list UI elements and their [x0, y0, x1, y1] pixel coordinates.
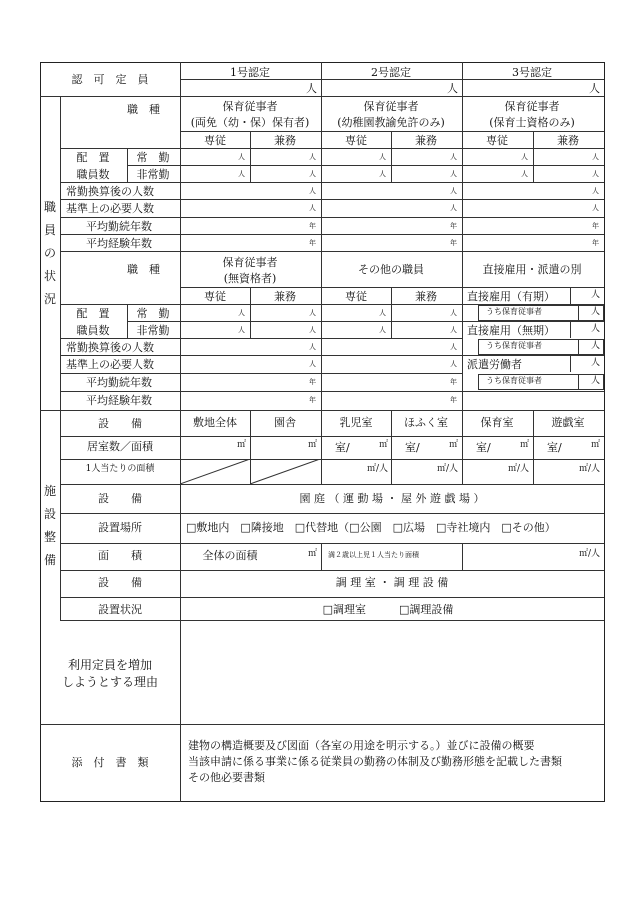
senju-header: 専従	[204, 290, 226, 303]
converted-count-label: 常勤換算後の人数	[66, 185, 154, 198]
unit-person: 人	[592, 153, 599, 161]
grid-line	[391, 410, 392, 484]
unit-person: 人	[592, 170, 599, 178]
reason-label: 利用定員を増加 しようとする理由	[61, 658, 159, 689]
required-count-label: 基準上の必要人数	[66, 358, 154, 371]
avg-experience-label: 平均経験年数	[86, 394, 152, 407]
unit-person: 人	[592, 187, 599, 195]
unit-m2: ㎡	[519, 440, 529, 450]
employment-sub-label: うち保育従事者	[486, 341, 542, 350]
capacity-col-3: 3号認定	[512, 66, 552, 79]
unit-person: 人	[309, 187, 316, 195]
grid-line	[250, 131, 251, 182]
grid-line	[60, 484, 604, 485]
unit-person: 人	[450, 309, 457, 317]
senju-header: 専従	[204, 134, 226, 147]
grid-line	[60, 436, 604, 437]
grid-line	[180, 620, 181, 802]
role-header-2: 保育従事者 (幼稚園教諭免許のみ)	[337, 100, 445, 129]
attachment-line-3: その他必要書類	[188, 771, 265, 784]
unit-person: 人	[450, 360, 457, 368]
grid-line	[60, 620, 604, 621]
capacity-col-1: 1号認定	[230, 66, 270, 79]
grid-line	[462, 251, 463, 410]
attachment-line-2: 当該申請に係る事業に係る従業員の勤務の体制及び勤務形態を記載した書類	[188, 755, 562, 768]
grid-line	[462, 321, 604, 322]
unit-person: 人	[450, 204, 457, 212]
garden-header: 園 庭 （ 運 動 場 ・ 屋 外 遊 戯 場 ）	[299, 492, 485, 505]
unit-m2-per: ㎡/人	[578, 549, 600, 559]
grid-line	[60, 96, 61, 410]
grid-line	[127, 148, 128, 182]
placement-label: 配 置	[76, 151, 110, 164]
capacity-unit-1: 人	[306, 82, 317, 95]
grid-line	[570, 321, 571, 338]
diagonal-slash	[250, 459, 321, 484]
unit-m2-per: ㎡/人	[436, 464, 458, 474]
unit-person: 人	[309, 326, 316, 334]
unit-year: 年	[450, 378, 457, 386]
grid-line	[180, 96, 181, 251]
grid-line	[60, 513, 604, 514]
grid-line	[180, 484, 181, 620]
grid-line	[578, 305, 579, 321]
total-area-label: 全体の面積	[202, 549, 258, 562]
attachments-label: 添 付 書 類	[71, 756, 149, 769]
grid-line	[321, 410, 322, 484]
grid-line	[180, 79, 604, 80]
room-prefix: 室/	[547, 441, 562, 454]
kenmu-header: 兼務	[415, 290, 437, 303]
grid-line	[60, 148, 604, 149]
grid-line	[127, 165, 604, 166]
grid-line	[533, 131, 534, 182]
unit-person: 人	[309, 204, 316, 212]
avg-tenure-label: 平均勤続年数	[86, 220, 152, 233]
unit-person: 人	[379, 153, 386, 161]
room-prefix: 室/	[405, 441, 420, 454]
unit-person: 人	[309, 170, 316, 178]
senju-header: 専従	[345, 134, 367, 147]
unit-person: 人	[379, 170, 386, 178]
room-count-area-label: 居室数／面積	[87, 440, 153, 453]
grid-line	[60, 199, 604, 200]
area-label: 面 積	[98, 549, 142, 562]
equipment-label: 設 備	[98, 417, 142, 430]
grid-line	[127, 321, 462, 322]
unit-year: 年	[450, 222, 457, 230]
fulltime-label: 常 勤	[136, 307, 170, 320]
grid-line	[180, 287, 604, 288]
kitchen-equipment-label: 設 備	[98, 576, 142, 589]
grid-line	[570, 287, 571, 304]
grid-line	[180, 131, 604, 132]
capacity-unit-2: 人	[447, 82, 458, 95]
unit-person: 人	[238, 326, 245, 334]
employment-label: 直接雇用（無期）	[467, 324, 555, 337]
unit-person: 人	[379, 309, 386, 317]
grid-line	[60, 373, 462, 374]
employment-sub-label: うち保育従事者	[486, 307, 542, 316]
grid-line	[533, 410, 534, 484]
reason-input-area[interactable]	[182, 622, 602, 722]
unit-year: 年	[309, 378, 316, 386]
unit-person: 人	[590, 290, 600, 300]
grid-line	[391, 131, 392, 182]
role-header-3: 保育従事者 (保育士資格のみ)	[489, 100, 575, 129]
unit-person: 人	[238, 153, 245, 161]
room-header-4: ほふく室	[404, 416, 448, 429]
grid-line	[60, 234, 604, 235]
garden-equipment-label: 設 備	[98, 492, 142, 505]
grid-line	[180, 62, 181, 96]
unit-m2: ㎡	[307, 440, 317, 450]
unit-year: 年	[309, 239, 316, 247]
unit-year: 年	[309, 396, 316, 404]
grid-line	[462, 355, 604, 356]
avg-tenure-label: 平均勤続年数	[86, 376, 152, 389]
role-label-top: 職 種	[127, 103, 160, 116]
kitchen-status-label: 設置状況	[98, 603, 142, 616]
unit-year: 年	[450, 396, 457, 404]
grid-line	[250, 287, 251, 338]
staff-count-label: 職員数	[76, 324, 110, 337]
role-label-bottom: 職 種	[127, 263, 160, 276]
per-person-area-label: 1人当たりの面積	[85, 464, 155, 474]
grid-line	[60, 355, 462, 356]
grid-line	[60, 251, 604, 252]
parttime-label: 非常勤	[136, 168, 170, 181]
unit-year: 年	[309, 222, 316, 230]
unit-person: 人	[450, 326, 457, 334]
unit-year: 年	[592, 222, 599, 230]
unit-m2: ㎡	[590, 440, 600, 450]
unit-person: 人	[238, 309, 245, 317]
unit-person: 人	[450, 153, 457, 161]
unit-person: 人	[309, 153, 316, 161]
unit-person: 人	[521, 170, 528, 178]
unit-person: 人	[238, 170, 245, 178]
kenmu-header: 兼務	[274, 134, 296, 147]
unit-person: 人	[450, 187, 457, 195]
unit-person: 人	[521, 153, 528, 161]
attachment-line-1: 建物の構造概要及び図面（各室の用途を明示する。）並びに設備の概要	[188, 739, 535, 752]
grid-line	[321, 62, 322, 96]
grid-line	[60, 459, 604, 460]
grid-line	[60, 597, 604, 598]
room-prefix: 室/	[335, 441, 350, 454]
employment-label: 直接雇用（有期）	[467, 290, 555, 303]
kenmu-header: 兼務	[557, 134, 579, 147]
grid-line	[60, 391, 462, 392]
grid-line	[60, 217, 604, 218]
unit-person: 人	[379, 326, 386, 334]
unit-year: 年	[450, 239, 457, 247]
room-header-3: 乳児室	[339, 416, 373, 429]
grid-line	[462, 96, 463, 251]
grid-line	[321, 251, 322, 410]
senju-header: 専従	[345, 290, 367, 303]
unit-person: 人	[590, 307, 600, 317]
avg-experience-label: 平均経験年数	[86, 237, 152, 250]
grid-line	[578, 374, 579, 390]
per-child-area-label: 満２歳以上児１人当たり面積	[328, 551, 419, 559]
grid-line	[462, 62, 463, 96]
unit-person: 人	[590, 358, 600, 368]
room-header-1: 敷地全体	[193, 416, 237, 429]
grid-line	[321, 543, 322, 570]
unit-person: 人	[450, 170, 457, 178]
unit-m2: ㎡	[307, 549, 317, 559]
grid-line	[180, 251, 181, 410]
room-header-6: 遊戯室	[551, 416, 585, 429]
room-header-2: 園舎	[274, 416, 296, 429]
location-label: 設置場所	[98, 521, 142, 534]
grid-line	[462, 410, 463, 484]
senju-header: 専従	[486, 134, 508, 147]
room-prefix: 室/	[476, 441, 491, 454]
grid-line	[462, 543, 463, 570]
capacity-col-2: 2号認定	[371, 66, 411, 79]
kitchen-status-options: □調理室 □調理設備	[322, 603, 454, 616]
unit-person: 人	[450, 343, 457, 351]
unit-person: 人	[309, 309, 316, 317]
grid-line	[40, 410, 604, 411]
staff-section-label: 職員の状況	[43, 200, 56, 306]
unit-person: 人	[592, 204, 599, 212]
grid-line	[578, 339, 579, 355]
role-header-other: その他の職員	[358, 263, 424, 276]
diagonal-slash	[180, 459, 251, 484]
converted-count-label: 常勤換算後の人数	[66, 341, 154, 354]
unit-m2-per: ㎡/人	[366, 464, 388, 474]
grid-line	[60, 338, 462, 339]
unit-person: 人	[590, 376, 600, 386]
unit-m2: ㎡	[236, 440, 246, 450]
grid-line	[391, 287, 392, 338]
role-header-unlicensed: 保育従事者 (無資格者)	[222, 256, 278, 285]
grid-line	[60, 410, 61, 620]
kenmu-header: 兼務	[274, 290, 296, 303]
grid-line	[40, 724, 604, 725]
kenmu-header: 兼務	[415, 134, 437, 147]
placement-label: 配 置	[76, 307, 110, 320]
unit-year: 年	[592, 239, 599, 247]
unit-m2-per: ㎡/人	[507, 464, 529, 474]
unit-m2: ㎡	[448, 440, 458, 450]
staff-count-label: 職員数	[76, 168, 110, 181]
role-header-1: 保育従事者 (両免（幼・保）保有者)	[190, 100, 310, 129]
grid-line	[60, 182, 604, 183]
unit-person: 人	[309, 360, 316, 368]
unit-person: 人	[590, 341, 600, 351]
capacity-label: 認 可 定 員	[71, 73, 149, 86]
employment-label: 派遣労働者	[467, 358, 522, 371]
unit-m2: ㎡	[378, 440, 388, 450]
unit-person: 人	[590, 324, 600, 334]
employment-sub-label: うち保育従事者	[486, 376, 542, 385]
grid-line	[40, 96, 604, 97]
room-header-5: 保育室	[480, 416, 514, 429]
role-header-employment: 直接雇用・派遣の別	[482, 263, 582, 276]
kitchen-header: 調 理 室 ・ 調 理 設 備	[335, 576, 449, 589]
grid-line	[60, 570, 604, 571]
grid-line	[321, 96, 322, 251]
grid-line	[462, 391, 604, 392]
grid-line	[60, 543, 604, 544]
facility-section-label: 施設整備	[43, 484, 56, 567]
unit-m2-per: ㎡/人	[578, 464, 600, 474]
capacity-unit-3: 人	[589, 82, 600, 95]
parttime-label: 非常勤	[136, 324, 170, 337]
grid-line	[570, 355, 571, 372]
required-count-label: 基準上の必要人数	[66, 202, 154, 215]
grid-line	[127, 304, 128, 338]
location-options: □敷地内 □隣接地 □代替地（□公園 □広場 □寺社境内 □その他）	[186, 521, 556, 534]
unit-person: 人	[309, 343, 316, 351]
fulltime-label: 常 勤	[136, 151, 170, 164]
